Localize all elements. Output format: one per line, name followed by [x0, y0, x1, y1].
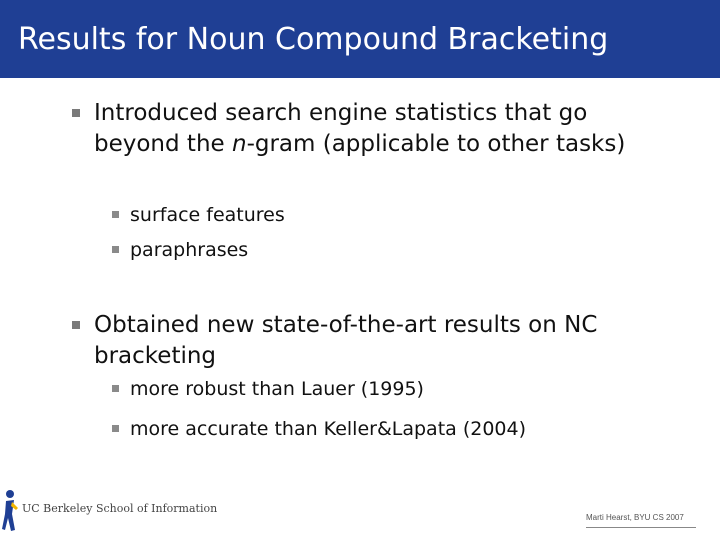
subitem-1-2-text: paraphrases — [130, 239, 249, 261]
subitem-2-2-text: more accurate than Keller&Lapata (2004) — [130, 418, 527, 440]
subitem-2-1-text: more robust than Lauer (1995) — [130, 378, 424, 400]
subitem-1-1-text: surface features — [130, 204, 285, 226]
bullet-marker — [72, 109, 80, 117]
footer-divider — [586, 527, 696, 528]
slide-title: Results for Noun Compound Bracketing — [18, 22, 609, 57]
logo-text: UC Berkeley School of Information — [22, 502, 218, 515]
bullet-marker — [72, 321, 80, 329]
person-logo-icon — [2, 488, 20, 532]
subitem-marker — [112, 211, 119, 218]
bullet-1-text — [94, 98, 664, 160]
footer-logo — [0, 488, 218, 532]
subitem-marker — [112, 425, 119, 432]
bullet-1-text-start: Introduced search engine statistics that go beyond the — [94, 100, 588, 157]
bullet-1-text-end: -gram (applicable to other tasks) — [246, 131, 626, 157]
bullet-2-text: Obtained new state-of-the-art results on NC bracketing — [94, 312, 598, 369]
footer-credit: Marti Hearst, BYU CS 2007 — [586, 513, 684, 522]
title-bar — [0, 0, 720, 78]
bullet-1-text-italic: n — [231, 131, 247, 157]
subitem-marker — [112, 246, 119, 253]
subitem-marker — [112, 385, 119, 392]
